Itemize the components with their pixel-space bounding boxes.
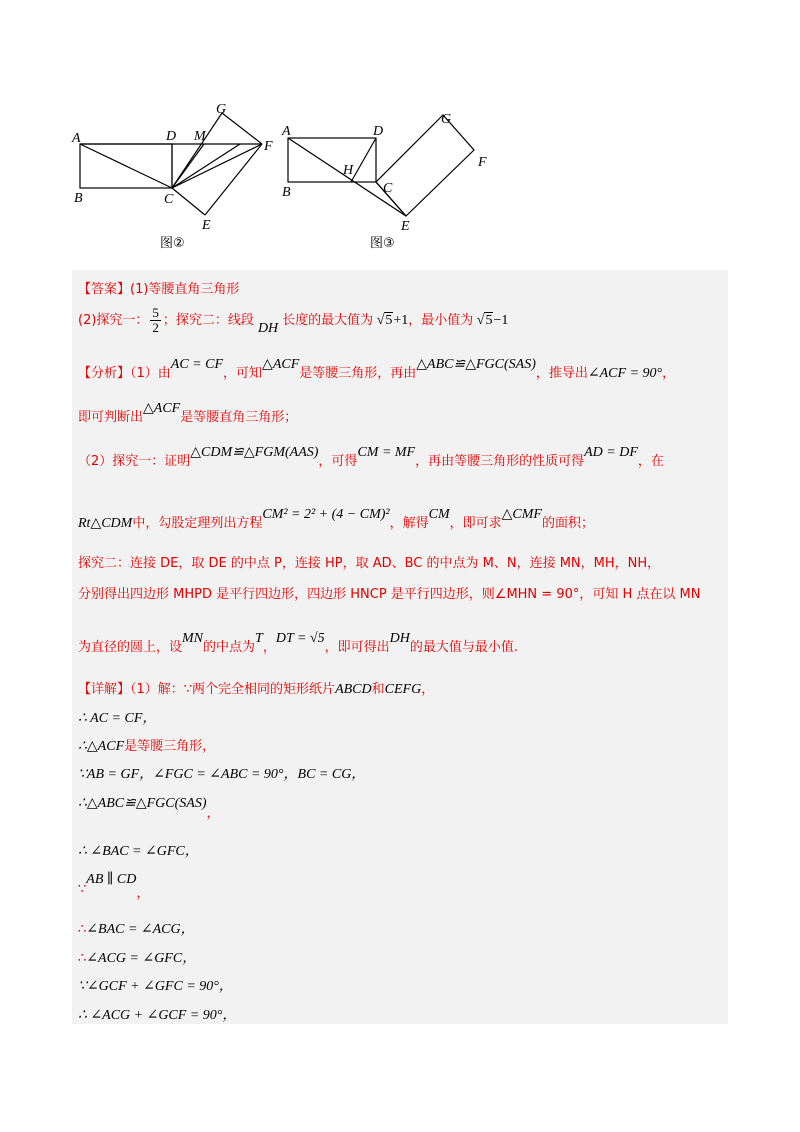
step-congruence: ∴△ABC≌△FGC(SAS): [78, 796, 207, 811]
detail-step-1: [78, 707, 156, 727]
detail-step-8: [78, 947, 196, 967]
detail-line-1: [78, 678, 434, 698]
analysis-line-1: [78, 357, 676, 382]
tri-acf: △ACF: [262, 357, 300, 372]
answer-tag: 【答案】: [78, 282, 131, 297]
eq-ac-cf: AC = CF: [170, 357, 224, 372]
detail-step-2: [78, 735, 215, 755]
answer-max-text: 长度的最大值为: [282, 313, 374, 328]
step-parallel-tail: ，: [136, 886, 150, 901]
step-acg-gcf-sum: ∴ ∠ACG + ∠GCF = 90°，: [78, 1008, 237, 1023]
detail-l1a: （1）解：∵两个完全相同的矩形纸片: [130, 682, 336, 697]
sqrt-five-plus-one: √5+1: [373, 313, 409, 328]
fig3-label-c: C: [383, 181, 393, 196]
fig3-label-e: E: [401, 219, 410, 234]
detail-comma: ，: [421, 682, 435, 697]
detail-and: 和: [371, 682, 385, 697]
fig2-label-g: G: [216, 102, 227, 117]
fig2-caption: 图②: [160, 236, 185, 251]
fig2-label-a: A: [72, 131, 81, 146]
fig2-label-c: C: [164, 192, 174, 207]
analysis-line-4: [78, 507, 594, 532]
dh-symbol: DH: [389, 631, 410, 646]
analysis-l4a: 中，勾股定理列出方程: [132, 516, 263, 531]
step-congruence-tail: ，: [206, 806, 220, 821]
figures-svg: [70, 100, 500, 260]
sqrt-arg-max: 5: [385, 313, 393, 328]
analysis-l2b: 是等腰直角三角形；: [180, 410, 298, 425]
answer-p2-mid: ；探究二：线段: [162, 313, 254, 328]
fig2-label-e: E: [202, 218, 211, 233]
segment-dh: DH: [257, 321, 279, 336]
analysis-l3b: ，可得: [318, 454, 358, 469]
analysis-line-7: [78, 631, 519, 656]
answer-line: [78, 278, 239, 297]
analysis-l7c: ，: [262, 640, 276, 655]
step-ab-gf: ∵AB = GF，∠FGC = ∠ABC = 90°，BC = CG，: [78, 767, 366, 782]
step-gcf-gfc-sum: ∵∠GCF + ∠GFC = 90°，: [78, 979, 233, 994]
analysis-l4d: 的面积；: [541, 516, 594, 531]
fraction-numerator: 5: [152, 305, 159, 320]
t-symbol: T: [255, 631, 263, 646]
cm-symbol: CM: [428, 507, 450, 522]
analysis-l1c: 是等腰三角形，再由: [299, 366, 417, 381]
tri-acf-2: △ACF: [143, 401, 181, 416]
fraction-five-halves: [150, 306, 161, 335]
sqrt-arg-min: 5: [485, 313, 493, 328]
answer-part2-line: [78, 306, 508, 335]
analysis-l7a: 为直径的圆上，设: [78, 640, 183, 655]
analysis-l1d: ，推导出: [535, 366, 588, 381]
analysis-l4b: ，解得: [389, 516, 429, 531]
plus-one: +1: [393, 313, 409, 328]
therefore-symbol-2: ∴: [78, 951, 87, 966]
analysis-l7e: 的最大值与最小值.: [409, 640, 519, 655]
analysis-l3c: ，再由等腰三角形的性质可得: [415, 454, 585, 469]
analysis-line-5: 探究二：连接 DE，取 DE 的中点 P，连接 HP，取 AD、BC 的中点为 M、N，连接 MN，MH，NH，: [78, 556, 661, 571]
step-ac-cf: ∴ AC = CF，: [78, 711, 157, 726]
analysis-l2a: 即可判断出: [78, 410, 144, 425]
analysis-l3d: ，在: [637, 454, 664, 469]
fig3-label-a: A: [282, 124, 291, 139]
analysis-line-3: [78, 445, 664, 470]
sqrt-five-minus-one: √5−1: [473, 313, 509, 328]
analysis-line-6: 分别得出四边形 MHPD 是平行四边形，四边形 HNCP 是平行四边形，则∠MHN = 90°，可知 H 点在以 MN: [78, 587, 701, 602]
fig2-label-b: B: [74, 191, 83, 206]
therefore-symbol-1: ∴: [78, 922, 87, 937]
analysis-line-2: [78, 401, 298, 426]
answer-p2-prefix: (2)探究一：: [78, 313, 149, 328]
fig3-label-g: G: [441, 112, 452, 127]
rect-cefg: CEFG: [384, 682, 422, 697]
fig3-label-b: B: [282, 185, 291, 200]
angle-acf: ∠ACF = 90°: [587, 366, 663, 381]
analysis-l7d: ，即可得出: [324, 640, 390, 655]
analysis-l4c: ，即可求: [449, 516, 502, 531]
congruence-abc-fgc: △ABC≌△FGC(SAS): [416, 357, 536, 372]
detail-step-9: [78, 975, 233, 995]
fig3-caption: 图③: [370, 236, 395, 251]
detail-step-3: [78, 763, 365, 783]
eq-ad-df: AD = DF: [584, 445, 638, 460]
tri-cmf: △CMF: [501, 507, 542, 522]
fig3-label-f: F: [478, 155, 487, 170]
rect-abcd: ABCD: [335, 682, 372, 697]
fig2-label-f: F: [264, 139, 273, 154]
detail-tag: 【详解】: [78, 682, 131, 697]
step-isosceles-text: 是等腰三角形，: [124, 739, 216, 754]
fraction-denominator: 2: [152, 320, 159, 335]
analysis-tag: 【分析】: [78, 366, 131, 381]
minus-one: −1: [493, 313, 509, 328]
fig3-label-h: H: [343, 163, 354, 178]
step-tri-acf: ∴△ACF: [78, 739, 125, 754]
mn-symbol: MN: [182, 631, 204, 646]
detail-step-6: [78, 868, 150, 901]
fig2-label-d: D: [166, 129, 177, 144]
dt-equation: DT = √5: [275, 631, 325, 646]
analysis-l7b: 的中点为: [203, 640, 256, 655]
analysis-l1b: ，可知: [223, 366, 263, 381]
eq-cm-mf: CM = MF: [357, 445, 416, 460]
congruence-cdm-fgm: △CDM≌△FGM(AAS): [190, 445, 319, 460]
analysis-l1e: ，: [662, 366, 676, 381]
pythagorean-equation: CM² = 2² + (4 − CM)²: [262, 507, 390, 522]
step-ab-parallel-cd: AB ∥ CD: [86, 872, 137, 887]
answer-part1: (1)等腰直角三角形: [130, 282, 240, 297]
fig2-label-m: M: [194, 129, 206, 144]
analysis-l3a: （2）探究一：证明: [78, 454, 191, 469]
answer-min-text: ，最小值为: [408, 313, 474, 328]
analysis-l1a: （1）由: [130, 366, 171, 381]
step-angle-bac-gfc: ∴ ∠BAC = ∠GFC，: [78, 844, 199, 859]
step-angle-acg-gfc: ∠ACG = ∠GFC，: [86, 951, 197, 966]
step-angle-bac-acg: ∠BAC = ∠ACG，: [86, 922, 195, 937]
rt-cdm: Rt△CDM: [78, 516, 133, 531]
detail-step-4: [78, 792, 220, 821]
detail-step-10: [78, 1004, 236, 1024]
geometry-figures: [70, 100, 500, 260]
detail-step-5: [78, 840, 199, 860]
detail-step-7: [78, 918, 195, 938]
because-symbol: ∵: [78, 882, 87, 897]
fig3-label-d: D: [373, 124, 384, 139]
